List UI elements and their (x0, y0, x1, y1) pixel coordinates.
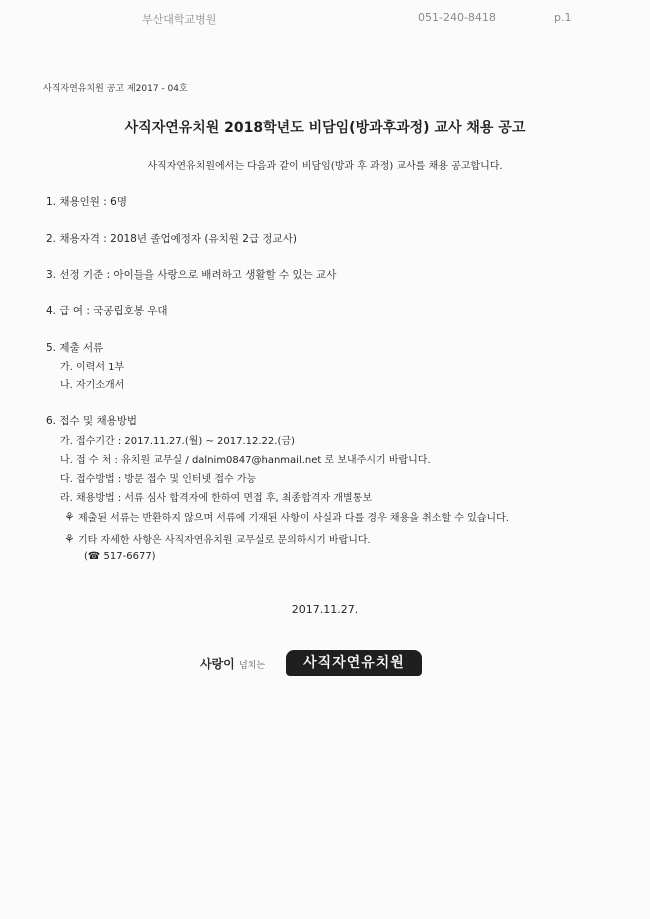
fax-phone-number: 051-240-8418 (418, 11, 496, 24)
note-document-return (64, 509, 509, 524)
document-item-self-intro: 나. 자기소개서 (60, 380, 125, 391)
section-recruit-count: 1. 채용인원 : 6명 (46, 196, 127, 208)
slogan-prefix: 사랑이 (200, 657, 235, 671)
document-item-resume: 가. 이력서 1부 (60, 362, 125, 373)
contact-phone: (☎ 517-6677) (84, 551, 156, 562)
application-place: 나. 접 수 처 : 유치원 교무실 / dalnim0847@hanmail.net 로 보내주시기 바랍니다. (60, 455, 431, 466)
signature-slogan (200, 655, 265, 672)
intro-paragraph: 사직자연유치원에서는 다음과 같이 비담임(방과 후 과정) 교사를 채용 공고합니다. (147, 161, 503, 172)
notice-number: 사직자연유치원 공고 제2017 - 04호 (43, 84, 188, 94)
fax-sender: 부산대학교병원 (142, 13, 217, 26)
kindergarten-logo: 사직자연유치원 (286, 650, 422, 676)
slogan-middle: 넘치는 (238, 661, 266, 671)
note-inquiry (64, 531, 371, 546)
document-title: 사직자연유치원 2018학년도 비담임(방과후과정) 교사 채용 공고 (124, 120, 526, 136)
section-application-method: 6. 접수 및 채용방법 (46, 415, 138, 427)
notice-date: 2017.11.27. (291, 603, 359, 616)
fax-page-number: p.1 (554, 11, 572, 24)
hiring-method: 라. 채용방법 : 서류 심사 합격자에 한하여 면접 후, 최종합격자 개별통보 (60, 493, 372, 504)
section-salary: 4. 급 여 : 국공립호봉 우대 (46, 305, 168, 317)
application-method: 다. 접수방법 : 방문 접수 및 인터넷 접수 가능 (60, 474, 257, 485)
section-documents: 5. 제출 서류 (46, 342, 104, 354)
note-marker-icon: ⚘ (64, 510, 75, 524)
application-period: 가. 접수기간 : 2017.11.27.(월) ~ 2017.12.22.(금) (60, 436, 295, 447)
note-text: 기타 자세한 사항은 사직자연유치원 교무실로 문의하시기 바랍니다. (78, 535, 371, 546)
note-text: 제출된 서류는 반환하지 않으며 서류에 기재된 사항이 사실과 다를 경우 채용을 취소할 수 있습니다. (78, 513, 509, 524)
note-marker-icon: ⚘ (64, 532, 75, 546)
section-selection-criteria: 3. 선정 기준 : 아이들을 사랑으로 배려하고 생활할 수 있는 교사 (46, 269, 337, 281)
section-qualification: 2. 채용자격 : 2018년 졸업예정자 (유치원 2급 정교사) (46, 233, 297, 245)
